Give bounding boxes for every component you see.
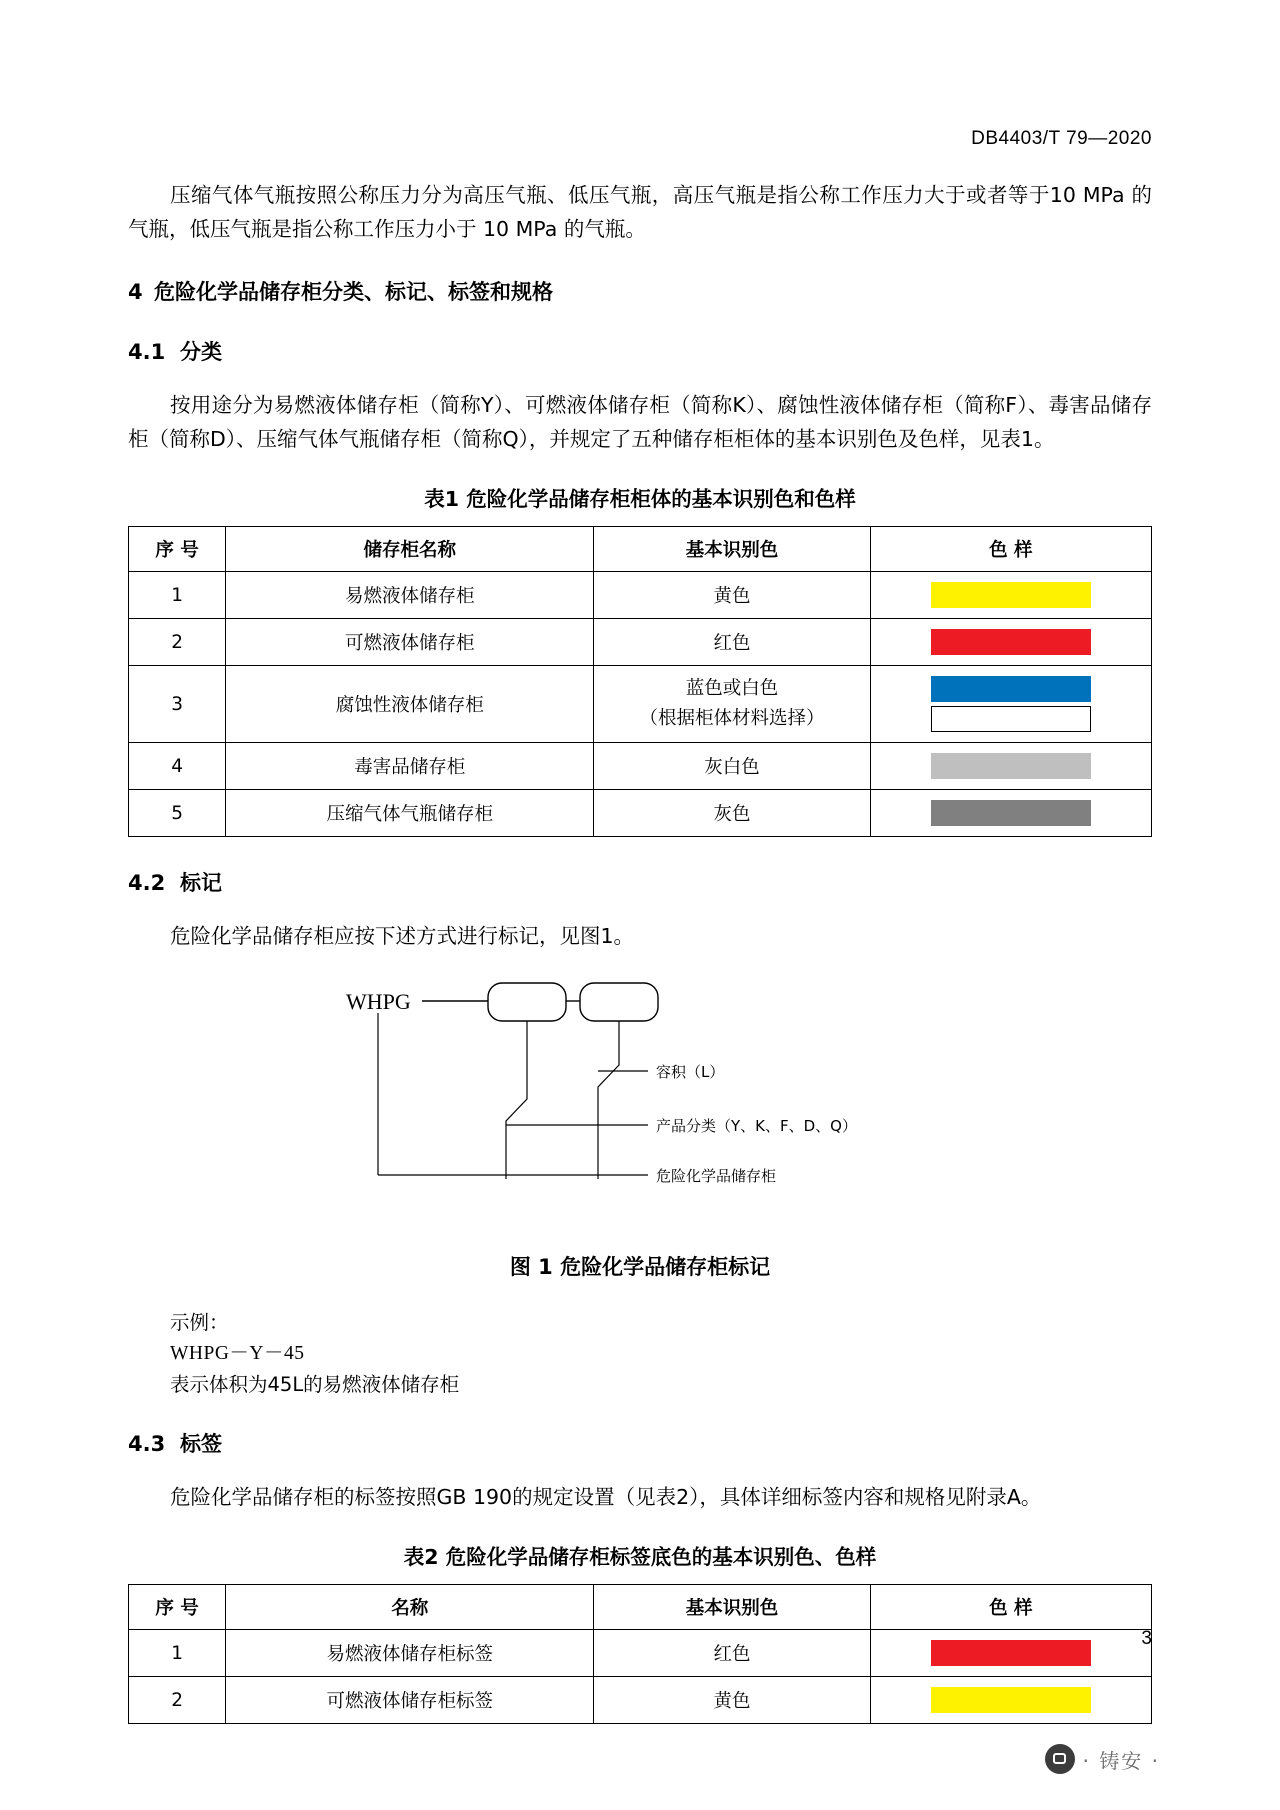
section-42-title: 标记 xyxy=(180,871,222,895)
color-swatch xyxy=(931,1640,1091,1666)
table1-header-sample: 色 样 xyxy=(870,527,1151,572)
section-heading-4-2 xyxy=(128,867,1152,897)
table1-r3-sample xyxy=(870,666,1151,743)
table-row xyxy=(129,743,1152,790)
table2-r2-name: 可燃液体储存柜标签 xyxy=(226,1677,594,1724)
table1-r5-sample xyxy=(870,790,1151,837)
figure1-callout-2: 产品分类（Y、K、F、D、Q） xyxy=(656,1117,857,1135)
table1-r1-index: 1 xyxy=(129,572,226,619)
table-row xyxy=(129,572,1152,619)
table2-caption: 表2 危险化学品储存柜标签底色的基本识别色、色样 xyxy=(403,1545,877,1569)
table1-r3-name: 腐蚀性液体储存柜 xyxy=(226,666,594,743)
color-swatch xyxy=(931,753,1091,779)
section-4-title: 危险化学品储存柜分类、标记、标签和规格 xyxy=(154,280,553,304)
table1-r4-color: 灰白色 xyxy=(594,743,870,790)
table1-r1-sample xyxy=(870,572,1151,619)
table1-r1-name: 易燃液体储存柜 xyxy=(226,572,594,619)
color-swatch xyxy=(931,676,1091,702)
intro-paragraph: 压缩气体气瓶按照公称压力分为高压气瓶、低压气瓶，高压气瓶是指公称工作压力大于或者等于10 MPa 的气瓶，低压气瓶是指公称工作压力小于 10 MPa 的气瓶。 xyxy=(128,183,1152,241)
figure1-callout-3: 危险化学品储存柜 xyxy=(656,1167,777,1185)
table1-r3-color-line1: 蓝色或白色 xyxy=(685,678,779,699)
figure1-callout-1: 容积（L） xyxy=(656,1063,725,1081)
page-content xyxy=(128,128,1152,1724)
section-43-title: 标签 xyxy=(180,1432,222,1456)
table-row xyxy=(129,666,1152,743)
table1-r3-color-line2: （根据柜体材料选择） xyxy=(639,708,825,729)
table2-header-index: 序 号 xyxy=(129,1585,226,1630)
section-43-number: 4.3 xyxy=(128,1432,166,1456)
table1-r3-index: 3 xyxy=(129,666,226,743)
label-paragraph: 危险化学品储存柜的标签按照GB 190的规定设置（见表2），具体详细标签内容和规格见附录A。 xyxy=(170,1485,1042,1509)
table2 xyxy=(128,1584,1152,1724)
example-title: 示例： xyxy=(170,1311,229,1334)
section-42-number: 4.2 xyxy=(128,871,166,895)
table2-r1-color: 红色 xyxy=(594,1630,870,1677)
section-41-title: 分类 xyxy=(180,340,222,364)
table1-caption: 表1 危险化学品储存柜柜体的基本识别色和色样 xyxy=(424,487,856,511)
table1-r2-sample xyxy=(870,619,1151,666)
table-row xyxy=(129,790,1152,837)
color-swatch xyxy=(931,800,1091,826)
example-code: WHPG－Y－45 xyxy=(170,1343,305,1364)
table1-r3-color xyxy=(594,666,870,743)
table2-r1-name: 易燃液体储存柜标签 xyxy=(226,1630,594,1677)
table1-r4-index: 4 xyxy=(129,743,226,790)
wechat-icon xyxy=(1045,1744,1075,1774)
watermark xyxy=(1045,1744,1160,1774)
table1 xyxy=(128,526,1152,837)
table1-r2-name: 可燃液体储存柜 xyxy=(226,619,594,666)
table2-header-color: 基本识别色 xyxy=(594,1585,870,1630)
table1-r1-color: 黄色 xyxy=(594,572,870,619)
section-heading-4-3 xyxy=(128,1428,1152,1458)
table-row xyxy=(129,1677,1152,1724)
color-swatch xyxy=(931,706,1091,732)
table1-r4-sample xyxy=(870,743,1151,790)
table1-header-row xyxy=(129,527,1152,572)
example-description: 表示体积为45L的易燃液体储存柜 xyxy=(170,1373,460,1396)
table1-r5-color: 灰色 xyxy=(594,790,870,837)
example-block xyxy=(128,1307,1152,1400)
figure1-prefix-label: WHPG xyxy=(346,989,411,1014)
color-swatch xyxy=(931,582,1091,608)
table2-header-sample: 色 样 xyxy=(870,1585,1151,1630)
table2-header-row xyxy=(129,1585,1152,1630)
table2-header-name: 名称 xyxy=(226,1585,594,1630)
section-heading-4-1 xyxy=(128,336,1152,366)
section-heading-4 xyxy=(128,276,1152,306)
section-4-number: 4 xyxy=(128,280,143,304)
table1-r2-color: 红色 xyxy=(594,619,870,666)
table-row xyxy=(129,619,1152,666)
figure1-caption: 图 1 危险化学品储存柜标记 xyxy=(509,1255,771,1279)
watermark-text: · 铸安 · xyxy=(1082,1748,1160,1773)
page-header-standard-id: DB4403/T 79—2020 xyxy=(971,128,1152,149)
color-swatch xyxy=(931,629,1091,655)
marking-paragraph: 危险化学品储存柜应按下述方式进行标记，见图1。 xyxy=(170,924,635,948)
table1-header-index: 序 号 xyxy=(129,527,226,572)
table-row xyxy=(129,1630,1152,1677)
table1-header-name: 储存柜名称 xyxy=(226,527,594,572)
marking-diagram-svg xyxy=(128,979,1152,1229)
table1-r5-name: 压缩气体气瓶储存柜 xyxy=(226,790,594,837)
table1-r5-index: 5 xyxy=(129,790,226,837)
table2-r2-index: 2 xyxy=(129,1677,226,1724)
table1-r4-name: 毒害品储存柜 xyxy=(226,743,594,790)
classification-paragraph: 按用途分为易燃液体储存柜（简称Y）、可燃液体储存柜（简称K）、腐蚀性液体储存柜（简称F）、毒害品储存柜（简称D）、压缩气体气瓶储存柜（简称Q），并规定了五种储存柜柜体的基本识别色及色样，见表1。 xyxy=(128,393,1152,451)
table1-r2-index: 2 xyxy=(129,619,226,666)
table1-header-color: 基本识别色 xyxy=(594,527,870,572)
table2-r2-color: 黄色 xyxy=(594,1677,870,1724)
figure1-diagram xyxy=(128,979,1152,1229)
table2-r1-index: 1 xyxy=(129,1630,226,1677)
table2-r2-sample xyxy=(870,1677,1151,1724)
section-41-number: 4.1 xyxy=(128,340,166,364)
page-number: 3 xyxy=(1141,1628,1152,1649)
color-swatch xyxy=(931,1687,1091,1713)
table2-r1-sample xyxy=(870,1630,1151,1677)
